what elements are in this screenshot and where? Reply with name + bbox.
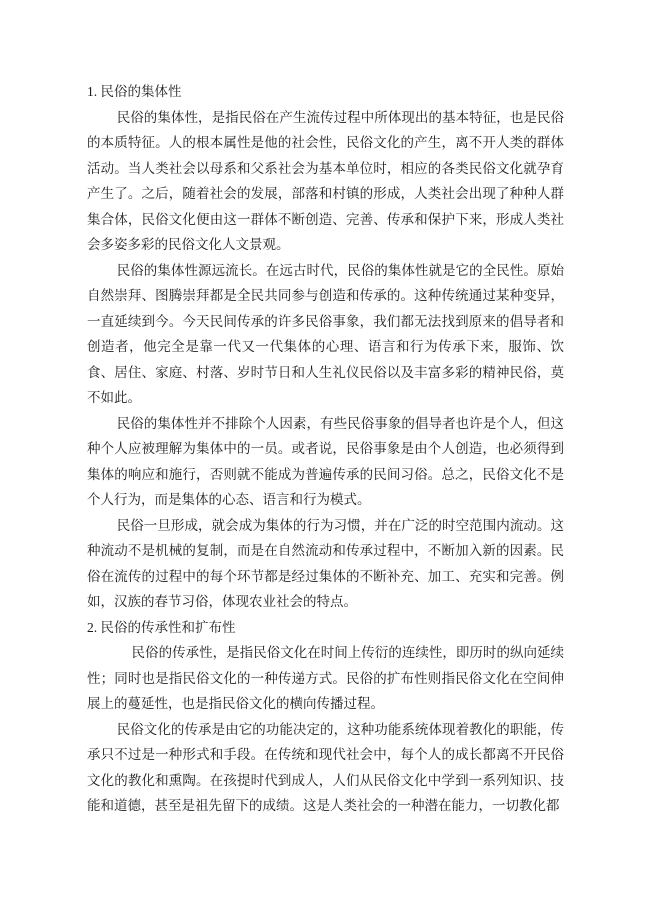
- paragraph-collectivity-history: 民俗的集体性源远流长。在远古时代，民俗的集体性就是它的全民性。原始自然崇拜、图腾崇拜都是全民共同参与创造和传承的。这种传统通过某种变异，一直延续到今。今天民间传承的许多民俗事象，我们都无法找到原来的倡导者和创造者，他完全是靠一代又一代集体的心理、语言和行为传承下来，服饰、饮食、居住、家庭、村落、岁时节日和人生礼仪民俗以及丰富多彩的精神民俗，莫不如此。: [87, 262, 564, 405]
- paragraph-collectivity-individual: 民俗的集体性并不排除个人因素，有些民俗事象的倡导者也许是个人，但这种个人应被理解为集体中的一员。或者说，民俗事象是由个人创造，也必须得到集体的响应和施行，否则就不能成为普遍传承的民间习俗。总之，民俗文化不是个人行为，而是集体的心态、语言和行为模式。: [87, 415, 564, 507]
- paragraph-collectivity-flow: 民俗一旦形成，就会成为集体的行为习惯，并在广泛的时空范围内流动。这种流动不是机械的复制，而是在自然流动和传承过程中，不断加入新的因素。民俗在流传的过程中的每个环节都是经过集体的不断补充、加工、充实和完善。例如，汉族的春节习俗，体现农业社会的特点。: [87, 517, 564, 609]
- paragraph-inheritance-definition: 民俗的传承性，是指民俗文化在时间上传衍的连续性，即历时的纵向延续性；同时也是指民俗文化的一种传递方式。民俗的扩布性则指民俗文化在空间伸展上的蔓延性，也是指民俗文化的横向传播过程。: [87, 645, 564, 711]
- paragraph-collectivity-definition: 民俗的集体性，是指民俗在产生流传过程中所体现出的基本特征，也是民俗的本质特征。人的根本属性是他的社会性，民俗文化的产生，离不开人类的群体活动。当人类社会以母系和父系社会为基本单位时，相应的各类民俗文化就孕育产生了。之后，随着社会的发展，部落和村镇的形成，人类社会出现了种种人群集合体，民俗文化便由这一群体不断创造、完善、传承和保护下来，形成人类社会多姿多彩的民俗文化人文景观。: [87, 109, 564, 252]
- document-text-block: [87, 79, 564, 819]
- section-heading-1: 1. 民俗的集体性: [87, 84, 182, 99]
- paragraph-inheritance-function: 民俗文化的传承是由它的功能决定的，这种功能系统体现着教化的职能，传承只不过是一种形式和手段。在传统和现代社会中，每个人的成长都离不开民俗文化的教化和熏陶。在孩提时代到成人，人们从民俗文化中学到一系列知识、技能和道德，甚至是祖先留下的成绩。这是人类社会的一种潜在能力，一切教化都: [87, 721, 564, 813]
- section-heading-2: 2. 民俗的传承性和扩布性: [87, 619, 236, 635]
